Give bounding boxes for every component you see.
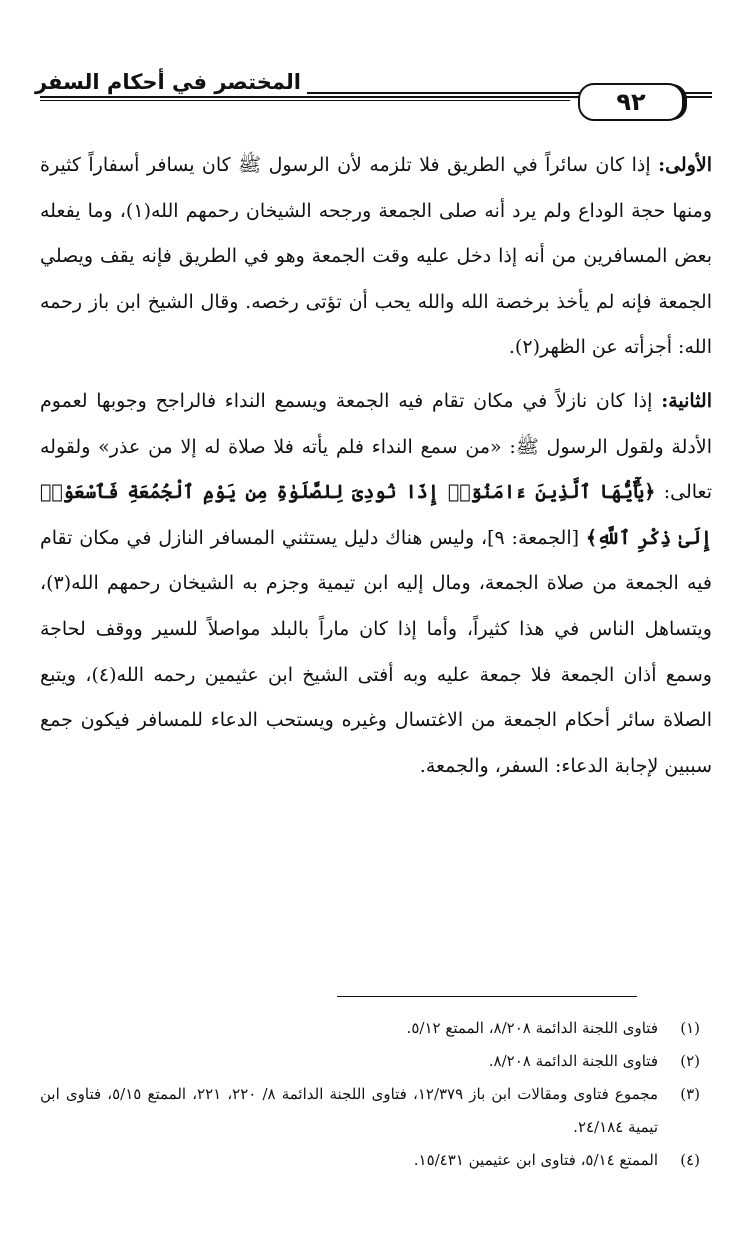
page-header: [34, 70, 712, 122]
header-rule: [40, 100, 570, 101]
footnote-number: (٤): [680, 1151, 700, 1169]
paragraph-text: إذا كان نازلاً في مكان تقام فيه الجمعة ويسمع النداء فالراجح وجوبها لعموم الأدلة ولقول الرسول ﷺ: «من سمع النداء فلم يأته فلا صلاة له إلا من عذر» ولقوله تعالى:: [40, 389, 713, 504]
footnotes: [40, 1012, 700, 1177]
paragraph-text: إذا كان سائراً في الطريق فلا تلزمه لأن الرسول ﷺ كان يسافر أسفاراً كثيرة ومنها حجة الوداع ولم يرد أنه صلى الجمعة ورجحه الشيخان رحمهم الله(١)، وما يفعله بعض المسافرين من أنه إذا دخل عليه وقت الجمعة وهو في الطريق فإنه يقف ويصلي الجمعة فإنه لم يأخذ برخصة الله والله يحب أن تؤتى رخصه. وقال الشيخ ابن باز رحمه الله: أجزأته عن الظهر(٢).: [40, 154, 712, 359]
footnote-item: [40, 1012, 700, 1045]
paragraph-lead: الأولى:: [658, 154, 712, 176]
footnote-number: (١): [680, 1019, 700, 1037]
footnote-item: [40, 1045, 700, 1078]
paragraph-second: [40, 379, 712, 789]
paragraph-first: [40, 143, 712, 371]
paragraph-text: [الجمعة: ٩]، وليس هناك دليل يستثني المسافر النازل في مكان تقام فيه الجمعة من صلاة الجمعة، ومال إليه ابن تيمية وجزم به الشيخان رحمهم الله(٣)، ويتساهل الناس في هذا كثيراً، وأما إذا كان ماراً بالبلد مواصلاً للسير ووقف لحاجة وسمع أذان الجمعة فلا جمعة عليه وبه أفتى الشيخ ابن عثيمين رحمه الله(٤)، ويتبع الصلاة سائر أحكام الجمعة من الاغتسال وغيره ويستحب الدعاء للمسافر فيكون جمع سببين لإجابة الدعاء: السفر، والجمعة.: [40, 526, 712, 777]
main-text: [40, 143, 712, 789]
footnote-text: فتاوى اللجنة الدائمة ٨/٢٠٨.: [488, 1052, 658, 1070]
book-title: المختصر في أحكام السفر: [29, 70, 307, 94]
footnote-number: (٢): [680, 1052, 700, 1070]
footnote-separator: [337, 996, 637, 997]
footnote-text: فتاوى اللجنة الدائمة ٨/٢٠٨، الممتع ٥/١٢.: [406, 1019, 658, 1037]
paragraph-lead: الثانية:: [661, 389, 712, 412]
footnote-item: [40, 1078, 700, 1144]
footnote-item: [40, 1144, 700, 1177]
footnote-number: (٣): [680, 1085, 700, 1103]
footnote-text: الممتع ٥/١٤، فتاوى ابن عثيمين ١٥/٤٣١.: [413, 1151, 658, 1169]
page-number: ٩٢: [578, 83, 684, 121]
footnote-text: مجموع فتاوى ومقالات ابن باز ١٢/٣٧٩، فتاوى اللجنة الدائمة ٨/ ٢٢٠، ٢٢١، الممتع ٥/١٥، فتاوى ابن تيمية ٢٤/١٨٤.: [40, 1085, 659, 1136]
quran-verse: ﴿يَٰٓأَيُّهَا ٱلَّذِينَ ءَامَنُوٓا۟ إِذَا نُودِىَ لِلصَّلَوٰةِ مِن يَوْمِ ٱلْجُمُعَةِ فَٱسْعَوْا۟ إِلَىٰ ذِكْرِ ٱللَّهِ﴾: [40, 481, 713, 549]
